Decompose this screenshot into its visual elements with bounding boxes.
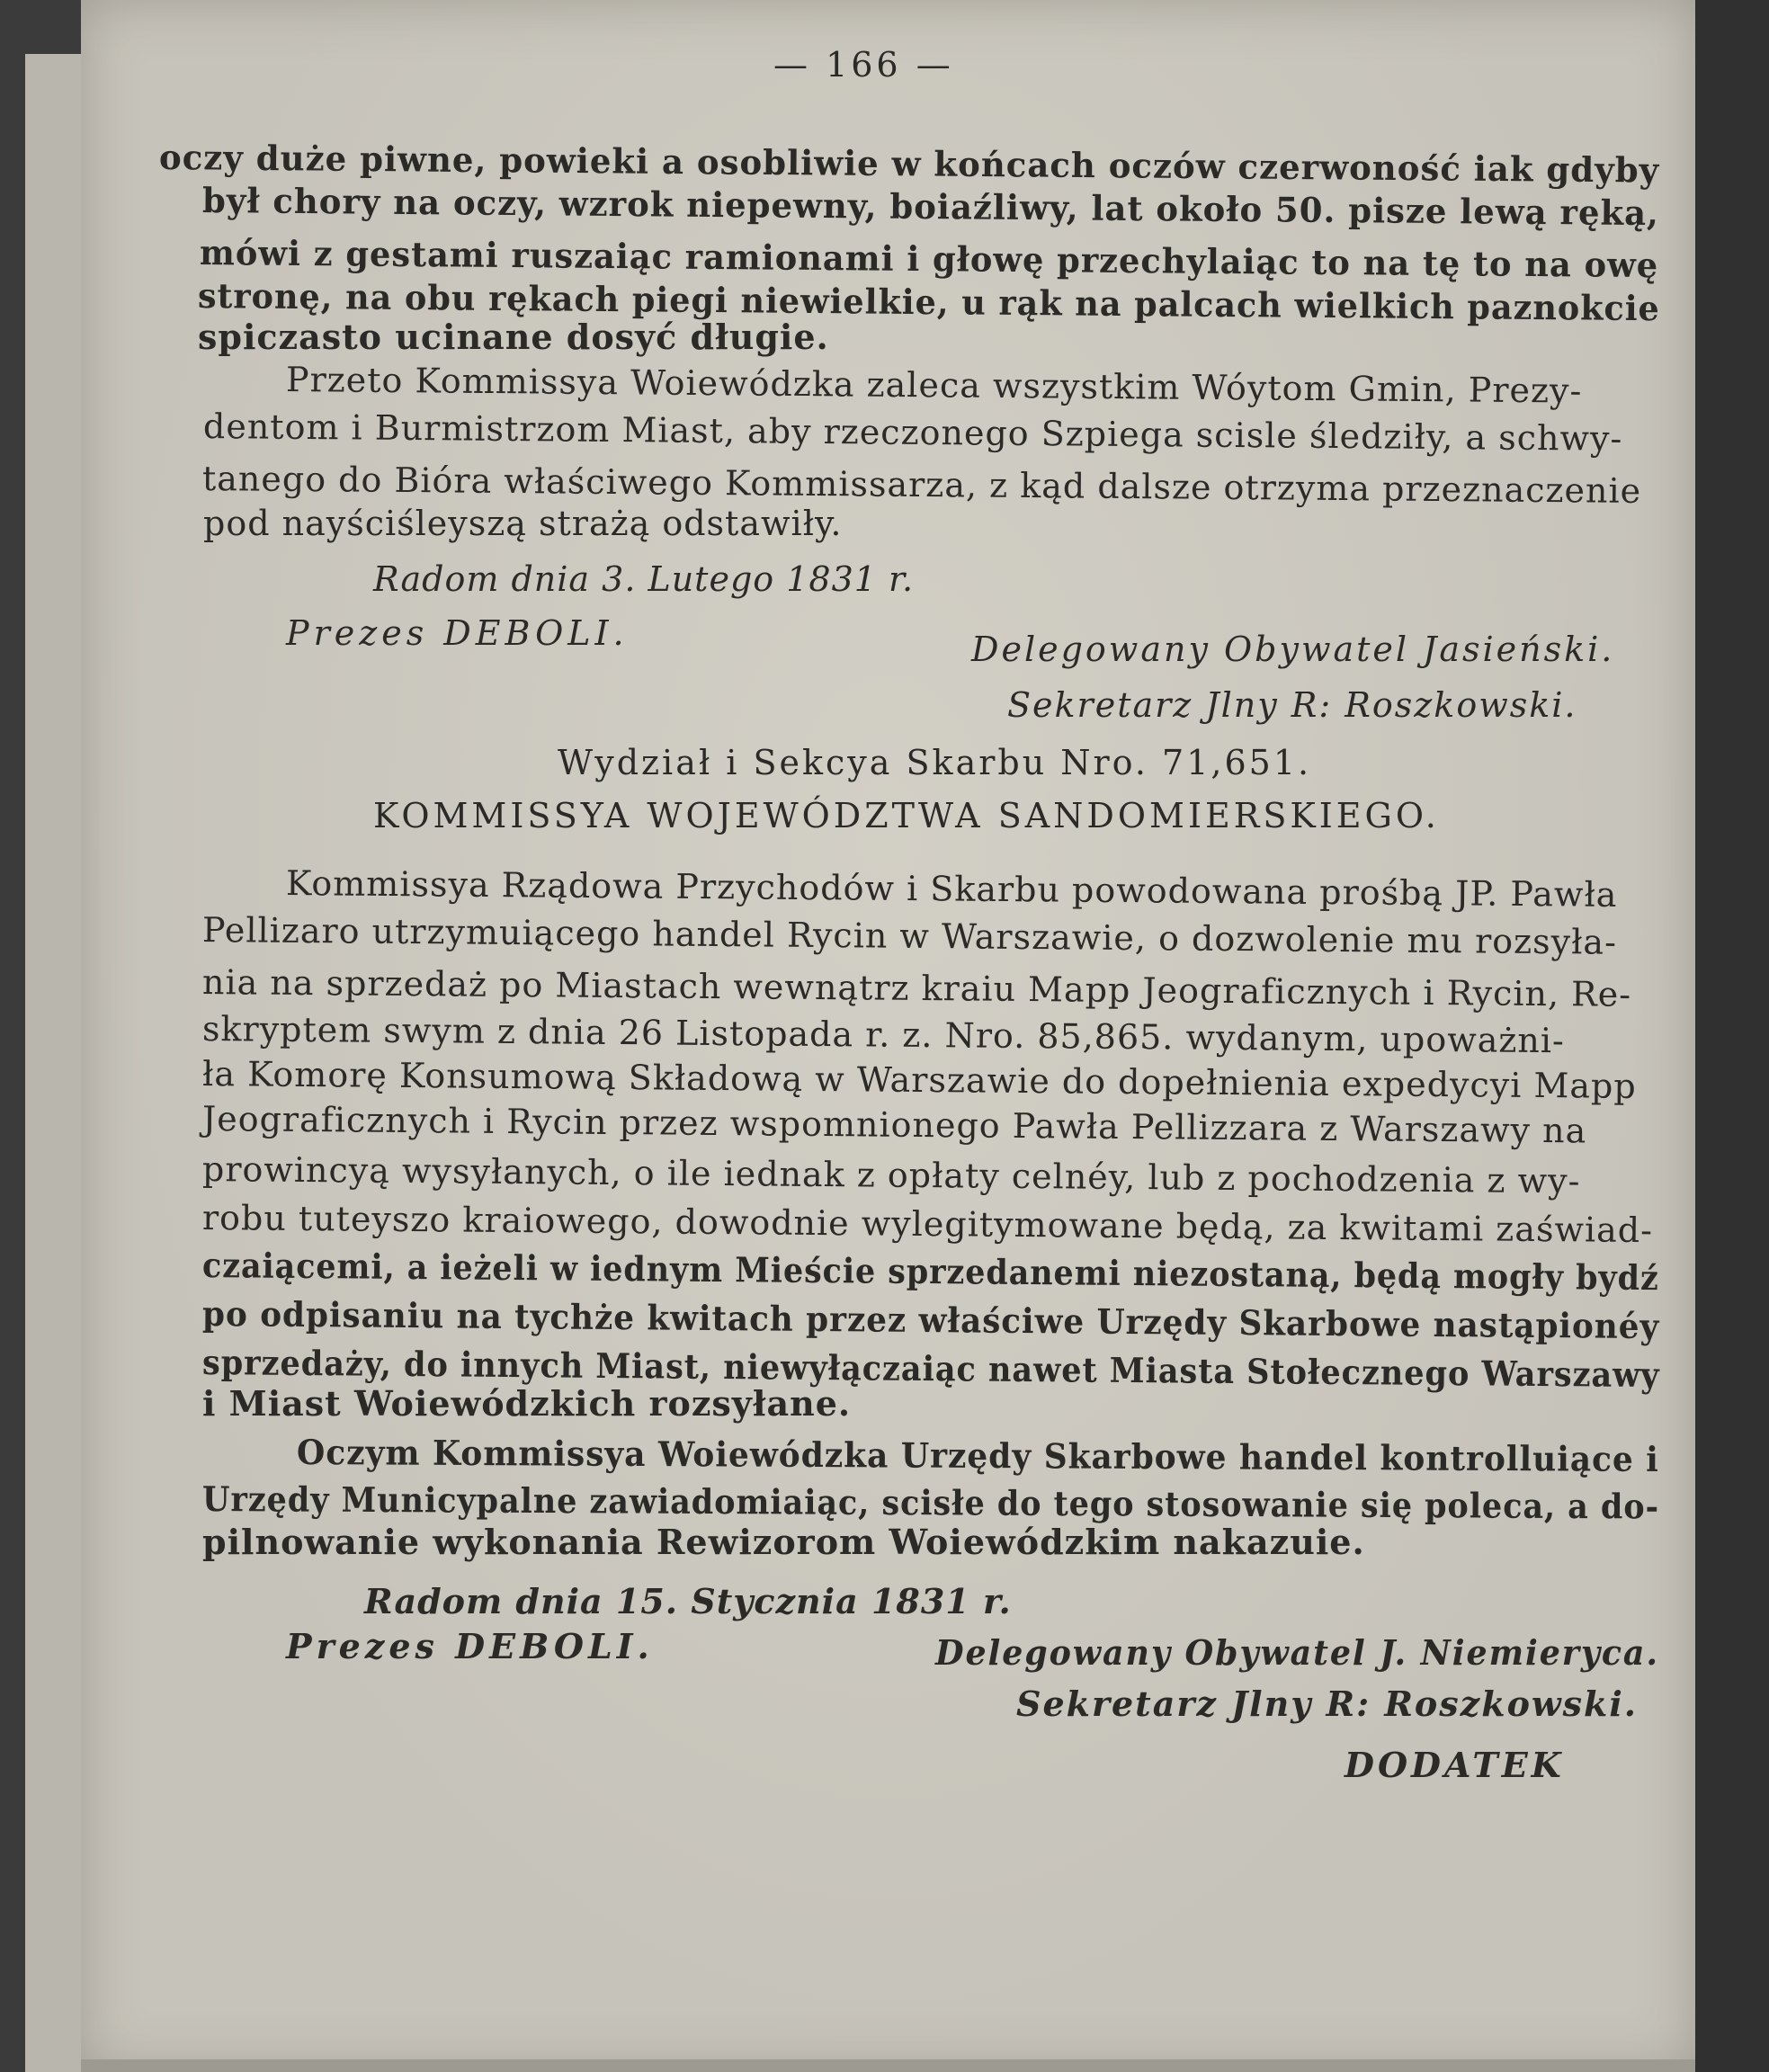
notice1-secretary: Sekretarz Jlny R: Roszkowski. bbox=[1007, 685, 1577, 725]
notice2-line: pilnowanie wykonania Rewizorom Woiewódzkim nakazuie. bbox=[202, 1522, 1365, 1562]
page-number: — 166 — bbox=[773, 45, 954, 85]
notice1-line: spiczasto ucinane dosyć długie. bbox=[198, 317, 829, 357]
notice2-line: Pellizaro utrzymuiącego handel Rycin w Warszawie, o dozwolenie mu rozsyła- bbox=[201, 910, 1618, 962]
commission-title: KOMMISSYA WOJEWÓDZTWA SANDOMIERSKIEGO. bbox=[373, 796, 1440, 835]
notice1-delegate: Delegowany Obywatel Jasieński. bbox=[971, 630, 1615, 669]
notice2-line: po odpisaniu na tychże kwitach przez właściwe Urzędy Skarbowe nastąpionéy bbox=[201, 1293, 1660, 1347]
notice2-line: nia na sprzedaż po Miastach wewnątrz kraiu Mapp Jeograficznych i Rycin, Re- bbox=[201, 962, 1632, 1014]
notice2-secretary: Sekretarz Jlny R: Roszkowski. bbox=[1016, 1684, 1639, 1724]
notice2-line: i Miast Woiewódzkich rozsyłane. bbox=[202, 1383, 852, 1424]
notice2-line: prowincyą wysyłanych, o ile iednak z opłaty celnéy, lub z pochodzenia z wy- bbox=[201, 1149, 1581, 1201]
notice2-delegate: Delegowany Obywatel J. Niemieryca. bbox=[935, 1632, 1659, 1673]
notice1-line: pod nayściśleyszą strażą odstawiły. bbox=[203, 504, 843, 543]
notice1-line: dentom i Burmistrzom Miast, aby rzeczonego Szpiega scisle śledziły, a schwy- bbox=[202, 406, 1623, 459]
page-bottom-edge bbox=[81, 2059, 1695, 2072]
notice2-line: Oczym Kommissya Woiewódzka Urzędy Skarbowe handel kontrolluiące i bbox=[296, 1432, 1659, 1479]
catchword: DODATEK bbox=[1345, 1745, 1565, 1785]
notice1-president: Prezes DEBOLI. bbox=[286, 613, 629, 653]
notice1-line: tanego do Bióra właściwego Kommissarza, z kąd dalsze otrzyma przeznaczenie bbox=[201, 459, 1642, 511]
notice2-line: skryptem swym z dnia 26 Listopada r. z. Nro. 85,865. wydanym, upoważni- bbox=[201, 1009, 1566, 1061]
notice1-line: Przeto Kommissya Woiewódzka zaleca wszystkim Wóytom Gmin, Prezy- bbox=[285, 360, 1583, 411]
notice1-line: był chory na oczy, wzrok niepewny, boiaźliwy, lat około 50. pisze lewą ręką, bbox=[201, 180, 1660, 234]
notice2-president: Prezes DEBOLI. bbox=[286, 1626, 654, 1666]
notice1-line: mówi z gestami ruszaiąc ramionami i głowę przechylaiąc to na tę to na owę bbox=[199, 232, 1659, 286]
notice2-date: Radom dnia 15. Stycznia 1831 r. bbox=[364, 1581, 1012, 1621]
notice1-line: stronę, na obu rękach piegi niewielkie, u rąk na palcach wielkich paznokcie bbox=[197, 275, 1660, 329]
notice2-line: Jeograficznych i Rycin przez wspomnionego Pawła Pellizzara z Warszawy na bbox=[201, 1099, 1587, 1151]
notice2-line: robu tuteyszo kraiowego, dowodnie wylegitymowane będą, za kwitami zaświad- bbox=[201, 1198, 1654, 1251]
scan-background-right bbox=[1695, 0, 1769, 2072]
notice2-line: czaiącemi, a ieżeli w iednym Mieście sprzedanemi niezostaną, będą mogły bydź bbox=[201, 1245, 1659, 1299]
document-page bbox=[81, 0, 1695, 2072]
notice2-line: Urzędy Municypalne zawiadomiaiąc, scisłe do tego stosowanie się poleca, a do- bbox=[201, 1478, 1660, 1527]
notice2-line: ła Komorę Konsumową Składową w Warszawie do dopełnienia expedycyi Mapp bbox=[201, 1054, 1637, 1106]
section-header: Wydział i Sekcya Skarbu Nro. 71,651. bbox=[558, 743, 1312, 782]
notice2-line: Kommissya Rządowa Przychodów i Skarbu powodowana prośbą JP. Pawła bbox=[285, 863, 1618, 915]
notice2-line: sprzedaży, do innych Miast, niewyłączaiąc nawet Miasta Stołecznego Warszawy bbox=[201, 1342, 1660, 1396]
notice1-line: oczy duże piwne, powieki a osobliwie w końcach oczów czerwoność iak gdyby bbox=[158, 137, 1660, 191]
notice1-date: Radom dnia 3. Lutego 1831 r. bbox=[373, 559, 915, 599]
